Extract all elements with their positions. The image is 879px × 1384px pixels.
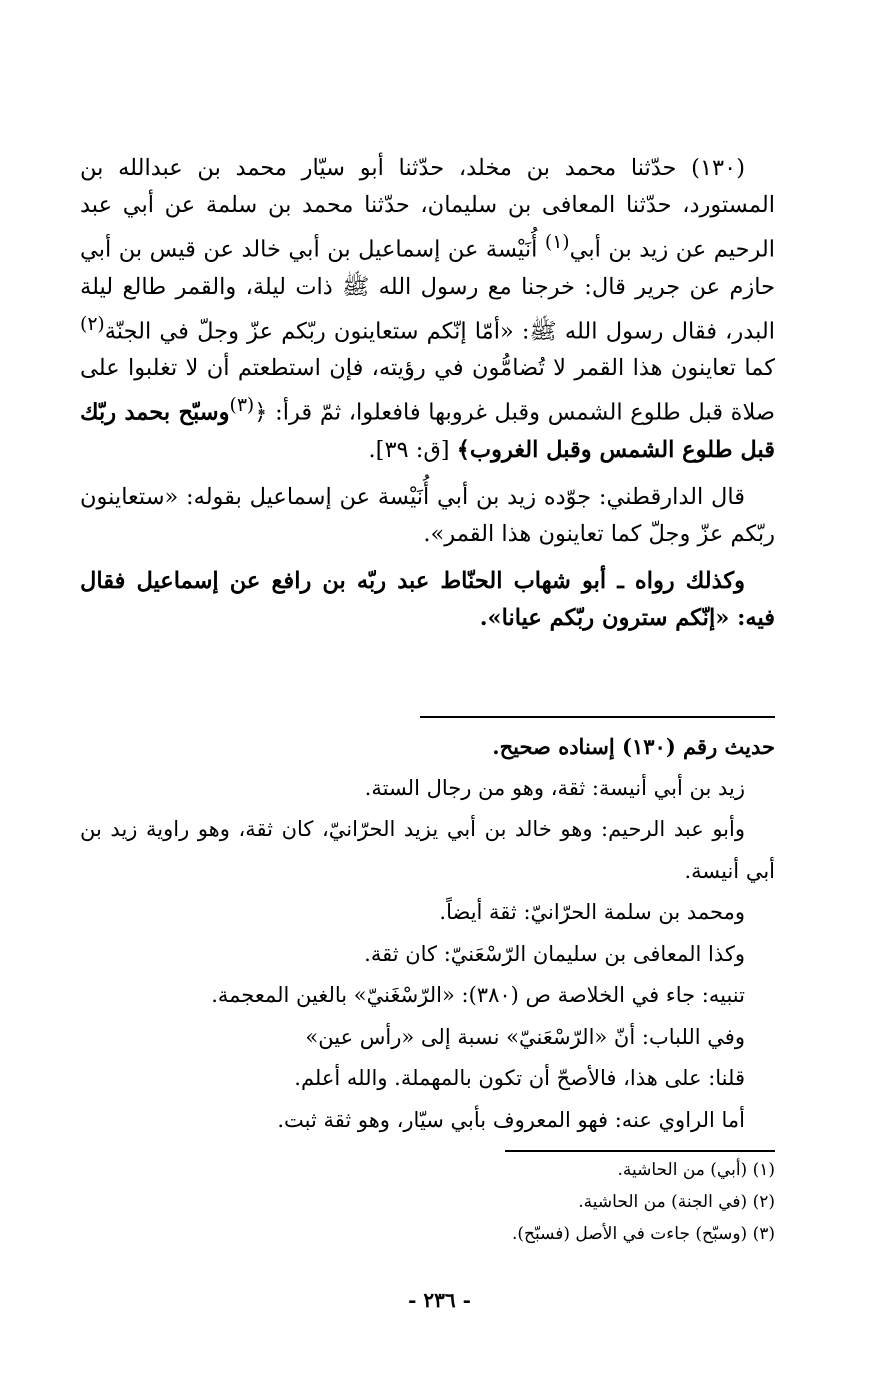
commentary-line: قلنا: على هذا، فالأصحّ أن تكون بالمهملة. والله أعلم. (294, 1066, 745, 1090)
commentary-line: وكذا المعافى بن سليمان الرّسْعَنيّ: كان ثقة. (364, 941, 745, 966)
commentary-section (80, 726, 775, 1141)
commentary-line: تنبيه: جاء في الخلاصة ص (٣٨٠): «الرّسْغَنيّ» بالغين المعجمة. (211, 983, 745, 1007)
commentary-line: وفي اللباب: أنّ «الرّسْعَنيّ» نسبة إلى «رأس عين» (305, 1024, 745, 1049)
daraqutni-paragraph: قال الدارقطني: جوّده زيد بن أبي أُنَيْسة عن إسماعيل بقوله: «ستعاينون ربّكم عزّ وجلّ كما تعاينون هذا القمر». (80, 483, 775, 547)
footnote-separator-main (420, 716, 775, 718)
footnote-separator (505, 1150, 775, 1152)
hadith-text-2: أُنَيْسة عن إسماعيل بن أبي خالد عن قيس بن أبي حازم عن جرير قال: خرجنا مع رسول الله ﷺ ذات ليلة، والقمر طالع ليلة البدر، فقال رسول الله ﷺ: «أمّا إنّكم ستعاينون ربّكم عزّ وجلّ في الجنّة (80, 236, 775, 344)
commentary-line: وأبو عبد الرحيم: وهو خالد بن أبي يزيد الحرّانيّ، كان ثقة، وهو راوية زيد بن أبي أنيسة. (80, 817, 775, 883)
main-text (80, 150, 775, 637)
kadhalika-paragraph: وكذلك رواه ـ أبو شهاب الحنّاط عبد ربّه بن رافع عن إسماعيل فقال فيه: «إنّكم سترون ربّكم عيانا». (80, 567, 775, 631)
footnote-item: (١) (أبي) من الحاشية. (617, 1160, 775, 1180)
footnotes (175, 1154, 775, 1250)
hadith-text-3: كما تعاينون هذا القمر لا تُضامُّون في رؤيته، فإن استطعتم أن لا تغلبوا على صلاة قبل طلوع الشمس وقبل غروبها فافعلوا، ثمّ قرأ: ﴿ (80, 355, 775, 426)
commentary-line: أما الراوي عنه: فهو المعروف بأبي سيّار، وهو ثقة ثبت. (277, 1107, 745, 1132)
commentary-line: ومحمد بن سلمة الحرّانيّ: ثقة أيضاً. (439, 900, 745, 924)
footnote-ref-1: (١) (544, 232, 570, 253)
footnote-item: (٣) (وسبّح) جاءت في الأصل (فسبّح). (511, 1224, 775, 1244)
footnote-ref-2: (٢) (80, 313, 105, 335)
quran-verse: وسبّح بحمد ربّك قبل طلوع الشمس وقبل الغروب﴾ (80, 399, 775, 463)
footnote-ref-3: (٣) (229, 395, 255, 416)
commentary-heading: حديث رقم (١٣٠) إسناده صحيح. (492, 734, 775, 759)
page-number: - ٢٣٦ - (408, 1288, 471, 1312)
hadith-text-1: (١٣٠) حدّثنا محمد بن مخلد، حدّثنا أبو سيّار محمد بن عبدالله بن المستورد، حدّثنا المعافى بن سليمان، حدّثنا محمد بن سلمة عن أبي عبد الرحيم عن زيد بن أبي (80, 155, 776, 263)
verse-reference: [ق: ٣٩]. (368, 436, 457, 463)
commentary-line: زيد بن أبي أنيسة: ثقة، وهو من رجال الستة. (364, 775, 745, 800)
footnote-item: (٢) (في الجنة) من الحاشية. (578, 1192, 775, 1212)
hadith-paragraph (80, 150, 775, 469)
